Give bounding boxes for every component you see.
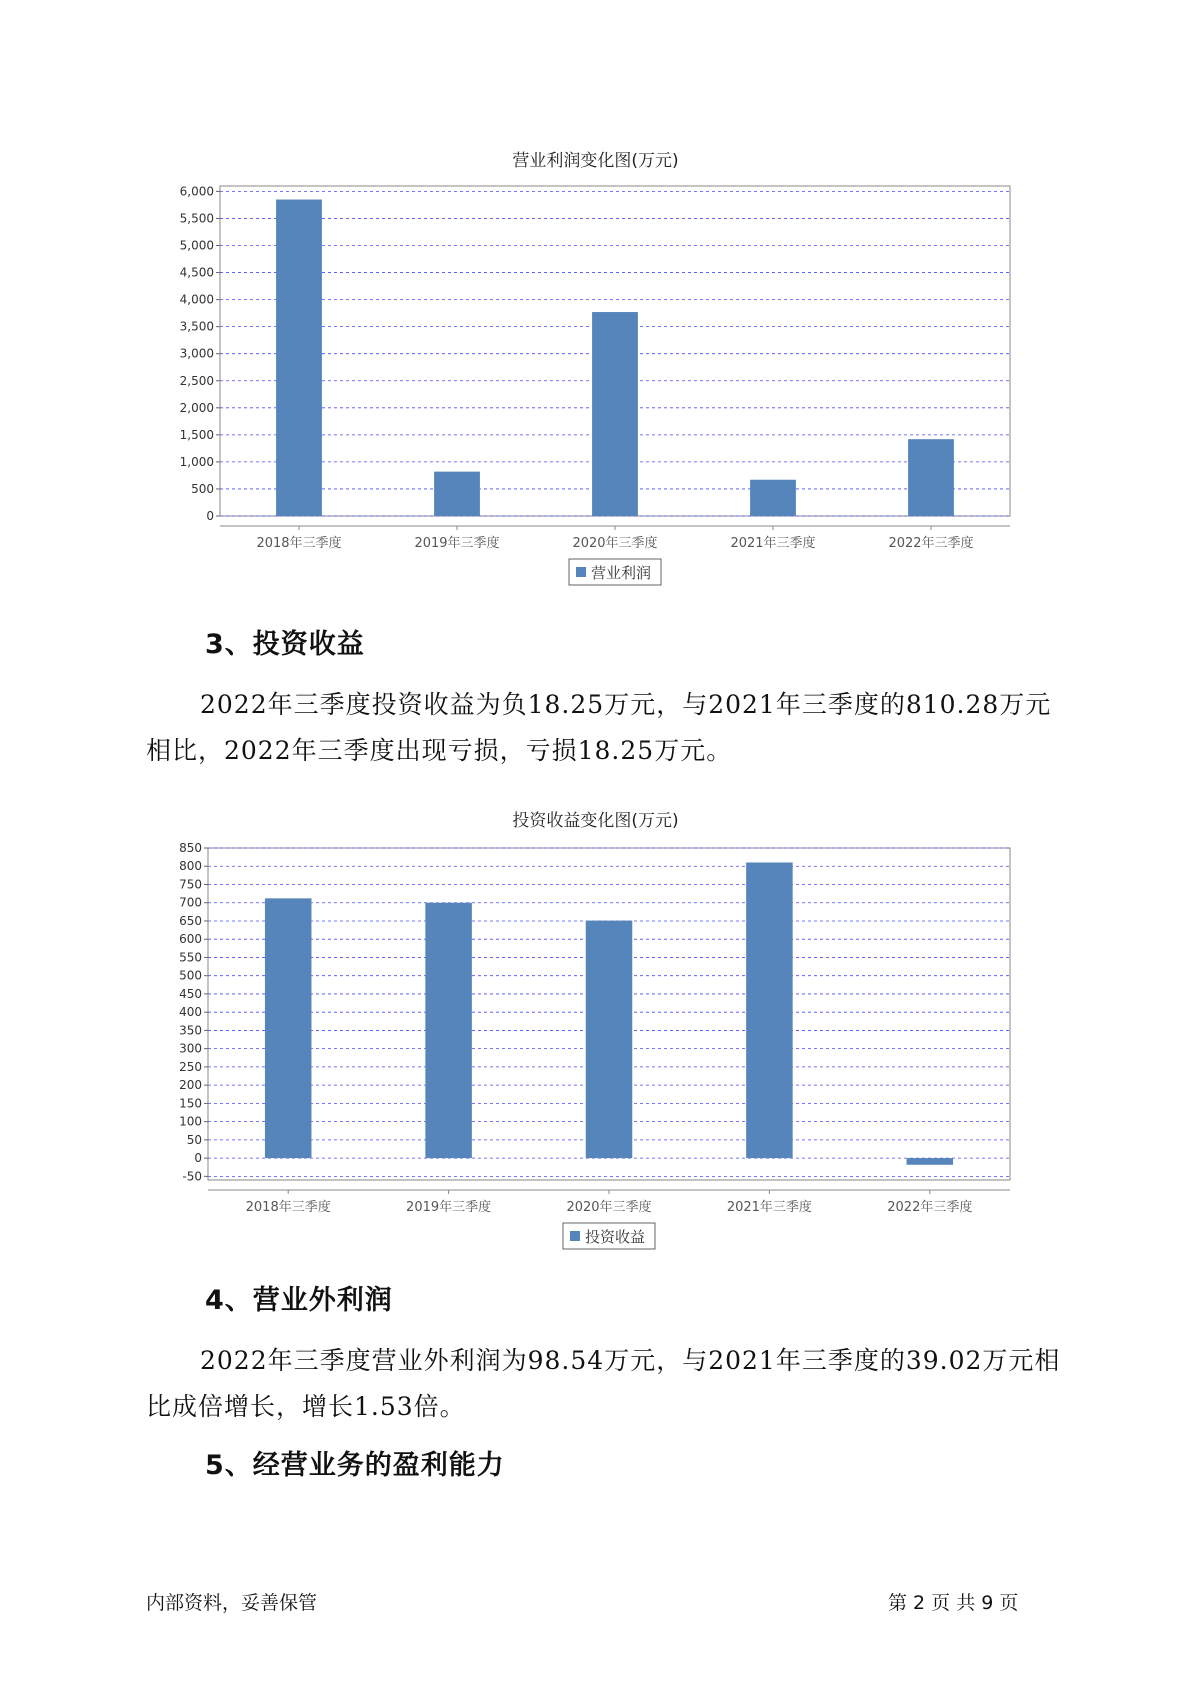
bar	[746, 862, 793, 1158]
y-tick-label: 300	[179, 1041, 202, 1056]
y-tick-label: 4,500	[179, 265, 214, 280]
y-tick-label: 500	[179, 968, 202, 983]
legend-label: 营业利润	[591, 564, 652, 582]
y-tick-label: 800	[179, 859, 202, 874]
y-tick-label: 0	[206, 509, 214, 523]
y-tick-label: 350	[179, 1023, 202, 1038]
y-tick-label: 500	[191, 481, 214, 496]
bar	[276, 200, 322, 516]
bar	[586, 921, 633, 1159]
y-tick-label: 400	[179, 1005, 202, 1020]
x-tick-label: 2018年三季度	[245, 1200, 331, 1215]
y-tick-label: 3,500	[179, 319, 214, 334]
chart-title-operating-profit: 营业利润变化图(万元)	[512, 151, 679, 171]
paragraph-non-operating-profit: 2022年三季度营业外利润为98.54万元，与2021年三季度的39.02万元相比成倍增长，增长1.53倍。	[146, 1346, 1061, 1421]
x-tick-label: 2020年三季度	[572, 536, 658, 551]
heading-profitability: 5、经营业务的盈利能力	[205, 1450, 505, 1481]
y-tick-label: 250	[179, 1059, 202, 1074]
bar	[907, 1158, 954, 1165]
x-tick-label: 2019年三季度	[414, 536, 500, 551]
x-tick-label: 2020年三季度	[566, 1200, 652, 1215]
x-tick-label: 2018年三季度	[256, 536, 342, 551]
y-tick-label: 850	[179, 841, 202, 855]
x-tick-label: 2022年三季度	[887, 1200, 973, 1215]
y-tick-label: 5,500	[179, 211, 214, 226]
y-tick-label: 5,000	[179, 238, 214, 253]
y-tick-label: 3,000	[179, 346, 214, 361]
y-tick-label: 100	[179, 1114, 202, 1129]
y-tick-label: 200	[179, 1078, 202, 1093]
bar	[750, 480, 796, 516]
y-tick-label: 600	[179, 932, 202, 947]
y-tick-label: 0	[194, 1151, 202, 1166]
y-tick-label: 50	[186, 1132, 202, 1147]
heading-non-operating-profit: 4、营业外利润	[205, 1285, 393, 1316]
paragraph-investment-income: 2022年三季度投资收益为负18.25万元，与2021年三季度的810.28万元相比，2022年三季度出现亏损，亏损18.25万元。	[146, 690, 1052, 765]
y-tick-label: 2,500	[179, 373, 214, 388]
chart-title-investment-income: 投资收益变化图(万元)	[512, 811, 679, 831]
y-tick-label: 750	[179, 877, 202, 892]
y-tick-label: 1,000	[179, 454, 214, 469]
x-tick-label: 2021年三季度	[730, 536, 816, 551]
y-tick-label: -50	[182, 1169, 202, 1184]
y-tick-label: 650	[179, 913, 202, 928]
y-tick-label: 4,000	[179, 292, 214, 307]
bar	[434, 472, 480, 516]
y-tick-label: 450	[179, 986, 202, 1001]
footer-page-number: 第 2 页 共 9 页	[888, 1592, 1019, 1614]
bar	[265, 898, 312, 1158]
operating-profit-chart	[0, 170, 1191, 590]
bar	[425, 903, 472, 1158]
x-tick-label: 2019年三季度	[406, 1200, 492, 1215]
y-tick-label: 6,000	[179, 184, 214, 199]
y-tick-label: 2,000	[179, 400, 214, 415]
x-tick-label: 2022年三季度	[888, 536, 974, 551]
legend-swatch	[570, 1231, 580, 1241]
heading-investment-income: 3、投资收益	[205, 629, 365, 660]
footer-confidential: 内部资料，妥善保管	[146, 1592, 318, 1614]
y-tick-label: 550	[179, 950, 202, 965]
investment-income-chart	[0, 830, 1191, 1250]
legend-swatch	[576, 567, 586, 577]
bar	[908, 439, 954, 516]
y-tick-label: 1,500	[179, 427, 214, 442]
legend-label: 投资收益	[585, 1228, 646, 1246]
y-tick-label: 150	[179, 1096, 202, 1111]
y-tick-label: 700	[179, 895, 202, 910]
x-tick-label: 2021年三季度	[726, 1200, 812, 1215]
bar	[592, 312, 638, 516]
